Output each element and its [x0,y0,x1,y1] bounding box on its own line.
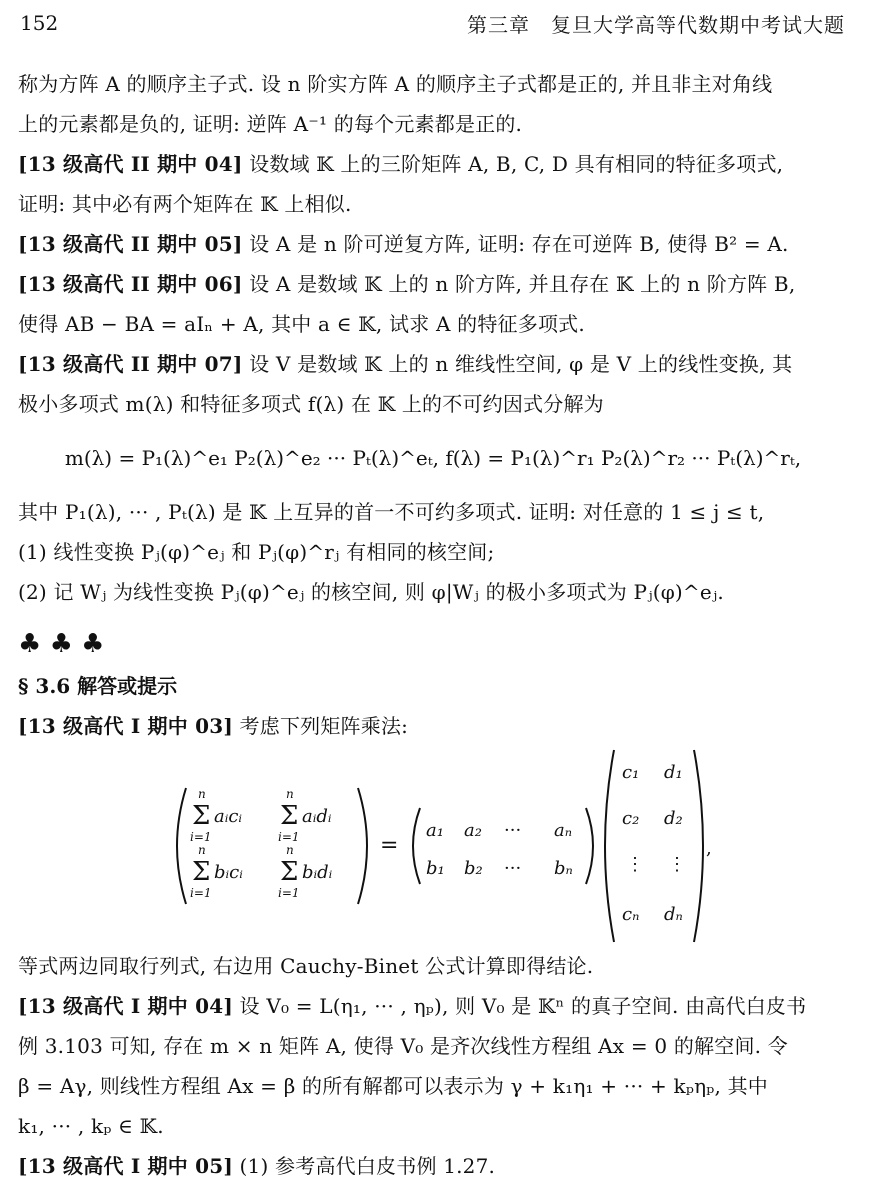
answer-03 [18,706,848,746]
matrix-cell: c₁ [622,762,640,783]
problem-text: 设 V 是数域 𝕂 上的 n 维线性空间, φ 是 V 上的线性变换, 其 [242,352,793,376]
problem-04 [18,144,848,184]
problem-tag: [13 级高代 II 期中 05] [18,232,243,256]
text-line: k₁, ··· , kₚ ∈ 𝕂. [18,1114,164,1138]
left-paren [605,750,614,942]
paragraph-line [18,184,848,224]
clubs-divider: ♣ ♣ ♣ [18,629,105,659]
problem-05 [18,224,848,264]
sum-lower: i=1 [190,886,212,900]
matrix-cell: aₙ [554,820,573,841]
matrix-cell: a₂ [464,820,482,841]
left-paren [177,788,186,904]
chapter-title: 第三章 复旦大学高等代数期中考试大题 [467,12,845,37]
matrix-cell: ··· [504,820,522,841]
paragraph-line [18,946,848,986]
text-line: β = Aγ, 则线性方程组 Ax = β 的所有解都可以表示为 γ + k₁η₁ + ··· + kₚηₚ, 其中 [18,1074,768,1098]
problem-text: (1) 参考高代白皮书例 1.27. [233,1154,496,1178]
paragraph-line [18,1106,848,1146]
paragraph-line [18,64,848,104]
matrix-cell: bᵢcᵢ [214,862,243,883]
running-header [20,8,845,38]
equals-sign: = [380,833,399,858]
trailing-comma: , [706,838,712,859]
list-item [18,572,848,612]
sum-sign: Σ [192,857,211,887]
right-paren [358,788,367,904]
text-line: 其中 P₁(λ), ··· , Pₜ(λ) 是 𝕂 上互异的首一不可约多项式. 证明: 对任意的 1 ≤ j ≤ t, [18,500,765,524]
paragraph-line [18,1066,848,1106]
problem-text: 考虑下列矩阵乘法: [233,714,409,738]
left-paren [413,808,420,884]
matrix-cell: bᵢdᵢ [302,862,333,883]
text-line: 使得 AB − BA = aIₙ + A, 其中 a ∈ 𝕂, 试求 A 的特征多项式. [18,312,585,336]
text-line: 上的元素都是负的, 证明: 逆阵 A⁻¹ 的每个元素都是正的. [18,112,523,136]
problem-text: 设 A 是数域 𝕂 上的 n 阶方阵, 并且存在 𝕂 上的 n 阶方阵 B, [242,272,796,296]
sum-upper: n [286,787,294,801]
sum-sign: Σ [280,801,299,831]
sum-upper: n [286,843,294,857]
answer-04 [18,986,848,1026]
sum-upper: n [198,787,206,801]
paragraph-line [18,384,848,424]
section-heading: § 3.6 解答或提示 [18,674,178,698]
problem-text: 设数域 𝕂 上的三阶矩阵 A, B, C, D 具有相同的特征多项式, [242,152,784,176]
paragraph-line [18,304,848,344]
sum-lower: i=1 [190,830,212,844]
problem-tag: [13 级高代 I 期中 03] [18,714,233,738]
problem-tag: [13 级高代 II 期中 07] [18,352,243,376]
text-line: 等式两边同取行列式, 右边用 Cauchy-Binet 公式计算即得结论. [18,954,594,978]
list-item [18,532,848,572]
text-line: (1) 线性变换 Pⱼ(φ)^eⱼ 和 Pⱼ(φ)^rⱼ 有相同的核空间; [18,540,495,564]
right-paren [586,808,593,884]
matrix-cell: d₁ [664,762,683,783]
problem-07 [18,344,848,384]
matrix-cell: b₂ [464,858,483,879]
matrix-cell: d₂ [664,808,683,829]
sum-lower: i=1 [278,830,300,844]
matrix-equation-svg [18,746,848,946]
matrix-cell: c₂ [622,808,640,829]
text-line: 证明: 其中必有两个矩阵在 𝕂 上相似. [18,192,352,216]
sum-sign: Σ [280,857,299,887]
problem-tag: [13 级高代 I 期中 04] [18,994,233,1018]
problem-text: 设 V₀ = L(η₁, ··· , ηₚ), 则 V₀ 是 𝕂ⁿ 的真子空间. 由高代白皮书 [233,994,807,1018]
sum-sign: Σ [192,801,211,831]
sum-lower: i=1 [278,886,300,900]
matrix-cell: bₙ [554,858,573,879]
problem-tag: [13 级高代 I 期中 05] [18,1154,233,1178]
answer-05 [18,1146,848,1186]
text-line: 例 3.103 可知, 存在 m × n 矩阵 A, 使得 V₀ 是齐次线性方程组 Ax = 0 的解空间. 令 [18,1034,788,1058]
page-body [18,64,848,1186]
matrix-cell: a₁ [426,820,444,841]
sum-upper: n [198,843,206,857]
matrix-cell: ⋮ [626,854,644,875]
matrix-cell: b₁ [426,858,445,879]
problem-text: 设 A 是 n 阶可逆复方阵, 证明: 存在可逆阵 B, 使得 B² = A. [242,232,789,256]
matrix-cell: ··· [504,858,522,879]
problem-tag: [13 级高代 II 期中 06] [18,272,243,296]
text-line: 称为方阵 A 的顺序主子式. 设 n 阶实方阵 A 的顺序主子式都是正的, 并且非主对角线 [18,72,773,96]
right-paren [694,750,703,942]
matrix-cell: dₙ [664,904,683,925]
problem-06 [18,264,848,304]
matrix-cell: aᵢdᵢ [302,806,332,827]
text-line: 极小多项式 m(λ) 和特征多项式 f(λ) 在 𝕂 上的不可约因式分解为 [18,392,604,416]
display-equation: m(λ) = P₁(λ)^e₁ P₂(λ)^e₂ ··· Pₜ(λ)^eₜ, f(λ) = P₁(λ)^r₁ P₂(λ)^r₂ ··· Pₜ(λ)^rₜ, [64,446,802,470]
matrix-cell: cₙ [622,904,640,925]
matrix-cell: aᵢcᵢ [214,806,243,827]
paragraph-line [18,104,848,144]
matrix-equation [18,746,848,946]
paragraph-line [18,492,848,532]
paragraph-line [18,1026,848,1066]
page-number: 152 [20,11,59,35]
text-line: (2) 记 Wⱼ 为线性变换 Pⱼ(φ)^eⱼ 的核空间, 则 φ|Wⱼ 的极小多项式为 Pⱼ(φ)^eⱼ. [18,580,724,604]
matrix-cell: ⋮ [668,854,686,875]
problem-tag: [13 级高代 II 期中 04] [18,152,243,176]
